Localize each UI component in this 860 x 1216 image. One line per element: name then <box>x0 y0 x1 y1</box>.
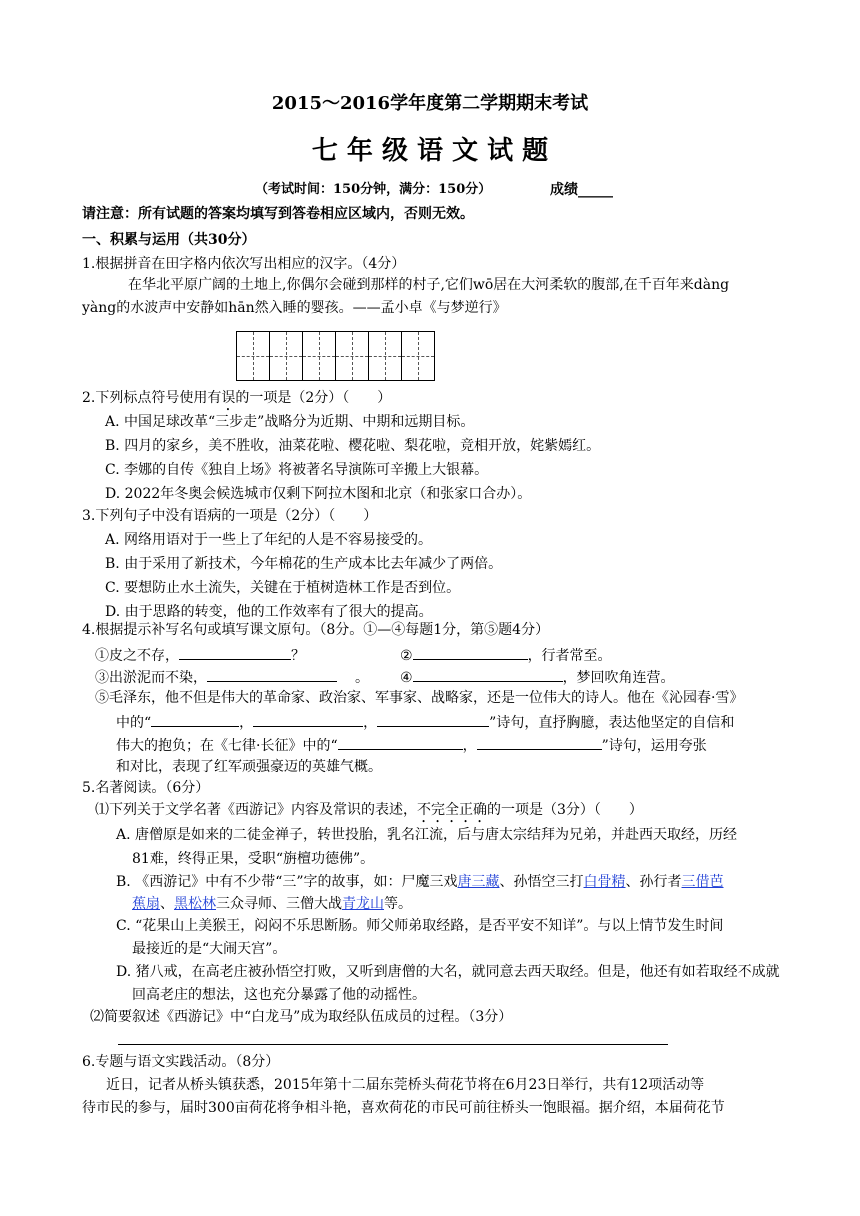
link-baigujing[interactable]: 白骨精 <box>583 874 626 890</box>
q4-item4: ④ ，梦回吹角连营。 <box>400 666 800 688</box>
tianzige-cell[interactable] <box>302 331 336 381</box>
q4-item3: ③出淤泥而不染， 。 <box>95 666 800 688</box>
blank-field[interactable] <box>179 644 291 660</box>
q5-part2-stem: ⑵简要叙述《西游记》中“白龙马”成为取经队伍成员的过程。（3分） <box>90 1009 513 1025</box>
q1-stem: 1.根据拼音在田字格内依次写出相应的汉字。（4分） <box>82 256 406 272</box>
q4-stem: 4.根据提示补写名句或填写课文原句。（8分。①—④每题1分，第⑤题4分） <box>82 622 550 638</box>
blank-field[interactable] <box>253 711 363 727</box>
section-title: 一、积累与运用（共30分） <box>82 232 256 248</box>
q5-option-b-line2: 蕉扇、黑松林三众寻师、三僧大战青龙山等。 <box>132 896 412 912</box>
answer-line[interactable] <box>118 1044 668 1045</box>
tianzige-cell[interactable] <box>368 331 402 381</box>
blank-field[interactable] <box>207 666 337 682</box>
q1-passage-line1: 在华北平原广阔的土地上,你偶尔会碰到那样的村子,它们wō居在大河柔软的腹部,在千百年来dàng <box>128 277 730 293</box>
link-sanjie-bajiaoshan-cont[interactable]: 蕉扇 <box>132 896 160 912</box>
q5-option-a-line1: A. 唐僧原是如来的二徒金禅子，转世投胎，乳名江流，后与唐太宗结拜为兄弟，并赴西天取经，历经 <box>116 827 738 843</box>
q1-passage-line2: yàng的水波声中安静如hān然入睡的婴孩。——孟小卓《与梦逆行》 <box>82 300 507 316</box>
q5-option-c-line2: 最接近的是“大闹天宫”。 <box>132 941 287 957</box>
q5-option-a-line2: 81难，终得正果，受职“旃檀功德佛”。 <box>132 851 375 867</box>
q2-option-a: A. 中国足球改革“三步走”战略分为近期、中期和远期目标。 <box>105 414 475 430</box>
q4-item5-line1: ⑤毛泽东，他不但是伟大的革命家、政治家、军事家、战略家，还是一位伟大的诗人。他在《沁园春·雪》 <box>95 690 744 706</box>
exam-info: （考试时间：150分钟，满分：150分） <box>255 182 492 197</box>
q4-item1: ①皮之不存， ？ <box>95 644 800 666</box>
link-sanjie-bajiaoshan[interactable]: 三借芭 <box>681 874 724 890</box>
q6-stem: 6.专题与语文实践活动。（8分） <box>82 1054 280 1070</box>
blank-field[interactable] <box>338 734 463 750</box>
q5-option-c-line1: C. “花果山上美猴王，闷闷不乐思断肠。师父师弟取经路，是否平安不知详”。与以上情节发生时间 <box>116 918 724 934</box>
blank-field[interactable] <box>477 734 602 750</box>
q2-option-c: C. 李娜的自传《独自上场》将被著名导演陈可辛搬上大银幕。 <box>105 462 489 478</box>
tianzige-cell[interactable] <box>401 331 435 381</box>
q3-option-c: C. 要想防止水土流失，关键在于植树造林工作是否到位。 <box>105 580 461 596</box>
q6-passage-line2: 待市民的参与，届时300亩荷花将争相斗艳，喜欢荷花的市民可前往桥头一饱眼福。据介绍，本届荷花节 <box>82 1100 725 1116</box>
exam-subtitle: 七 年 级 语 文 试 题 <box>311 136 549 166</box>
q5-part1-stem: ⑴下列关于文学名著《西游记》内容及常识的表述，不完全正确的一项是（3分）（ ） <box>95 802 643 818</box>
q4-item2: ② ，行者常至。 <box>400 644 800 666</box>
q5-option-b-line1: B. 《西游记》中有不少带“三”字的故事，如：尸魔三戏唐三藏、孙悟空三打白骨精、孙行者三借芭 <box>116 874 724 890</box>
q2-option-d: D. 2022年冬奥会候选城市仅剩下阿拉木图和北京（和张家口合办）。 <box>105 486 532 502</box>
q5-option-d-line2: 回高老庄的想法，这也充分暴露了他的动摇性。 <box>132 987 426 1003</box>
q4-item5-line3: 伟大的抱负；在《七律·长征》中的“ ， ”诗句，运用夸张 <box>116 734 800 756</box>
notice: 请注意：所有试题的答案均填写到答卷相应区域内，否则无效。 <box>82 206 474 222</box>
link-tang-sanzang[interactable]: 唐三藏 <box>457 874 500 890</box>
q2-stem: 2.下列标点符号使用有误的一项是（2分）（ ） <box>82 390 392 406</box>
tianzige-cell[interactable] <box>236 331 270 381</box>
exam-title: 2015～2016学年度第二学期期末考试 <box>271 93 589 114</box>
link-qinglongshan[interactable]: 青龙山 <box>342 896 384 912</box>
q5-stem: 5.名著阅读。（6分） <box>82 780 210 796</box>
q2-option-b: B. 四月的家乡，美不胜收，油菜花啦、樱花啦、梨花啦，竞相开放，姹紫嫣红。 <box>105 438 601 454</box>
q3-option-d: D. 由于思路的转变，他的工作效率有了很大的提高。 <box>105 604 433 620</box>
q3-option-a: A. 网络用语对于一些上了年纪的人是不容易接受的。 <box>105 532 433 548</box>
q3-stem: 3.下列句子中没有语病的一项是（2分）（ ） <box>82 508 378 524</box>
blank-field[interactable] <box>413 644 528 660</box>
tianzige-grid[interactable] <box>237 331 435 381</box>
score-field: 成绩_____ <box>550 182 613 198</box>
tianzige-cell[interactable] <box>269 331 303 381</box>
q3-option-b: B. 由于采用了新技术，今年棉花的生产成本比去年减少了两倍。 <box>105 556 503 572</box>
blank-field[interactable] <box>151 711 239 727</box>
link-heisonglin[interactable]: 黑松林 <box>174 896 216 912</box>
blank-field[interactable] <box>413 666 563 682</box>
q5-option-d-line1: D. 猪八戒，在高老庄被孙悟空打败，又听到唐僧的大名，就同意去西天取经。但是，他还有如若取经不成就 <box>116 964 780 980</box>
q4-item5-line2: 中的“ ， ， ”诗句，直抒胸臆，表达他坚定的自信和 <box>116 711 800 733</box>
q6-passage-line1: 近日，记者从桥头镇获悉，2015年第十二届东莞桥头荷花节将在6月23日举行，共有12项活动等 <box>106 1077 705 1093</box>
tianzige-cell[interactable] <box>335 331 369 381</box>
q4-item5-line4: 和对比，表现了红军顽强豪迈的英雄气概。 <box>116 759 382 775</box>
blank-field[interactable] <box>377 711 489 727</box>
